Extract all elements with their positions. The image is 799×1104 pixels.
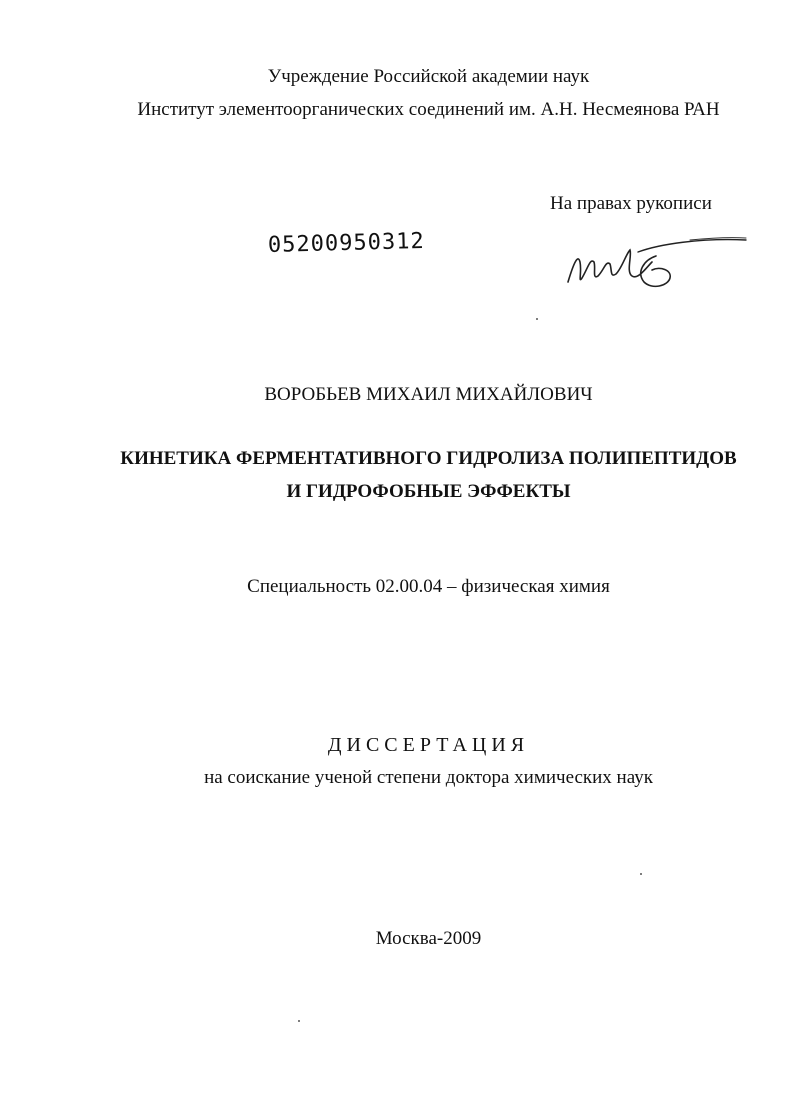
place-year: Москва-2009 [375, 928, 482, 949]
institute-name: Институт элементоорганических соединений им. А.Н. Несмеянова РАН [137, 99, 720, 120]
institution-name: Учреждение Российской академии наук [267, 66, 590, 87]
document-type: ДИССЕРТАЦИЯ [327, 734, 530, 756]
registration-number-stamp: 05200950312 [267, 228, 425, 258]
scan-speck [298, 1020, 300, 1022]
degree-line: на соискание ученой степени доктора химических наук [204, 767, 653, 788]
rights-note: На правах рукописи [550, 193, 712, 214]
handwritten-signature [560, 232, 750, 294]
author-name: ВОРОБЬЕВ МИХАИЛ МИХАЙЛОВИЧ [264, 384, 593, 405]
scan-speck [640, 873, 642, 875]
scan-speck [536, 318, 538, 320]
specialty: Специальность 02.00.04 – физическая химия [247, 576, 610, 597]
dissertation-title-line2: И ГИДРОФОБНЫЕ ЭФФЕКТЫ [286, 481, 571, 502]
dissertation-title-line1: КИНЕТИКА ФЕРМЕНТАТИВНОГО ГИДРОЛИЗА ПОЛИПЕПТИДОВ [120, 448, 737, 469]
